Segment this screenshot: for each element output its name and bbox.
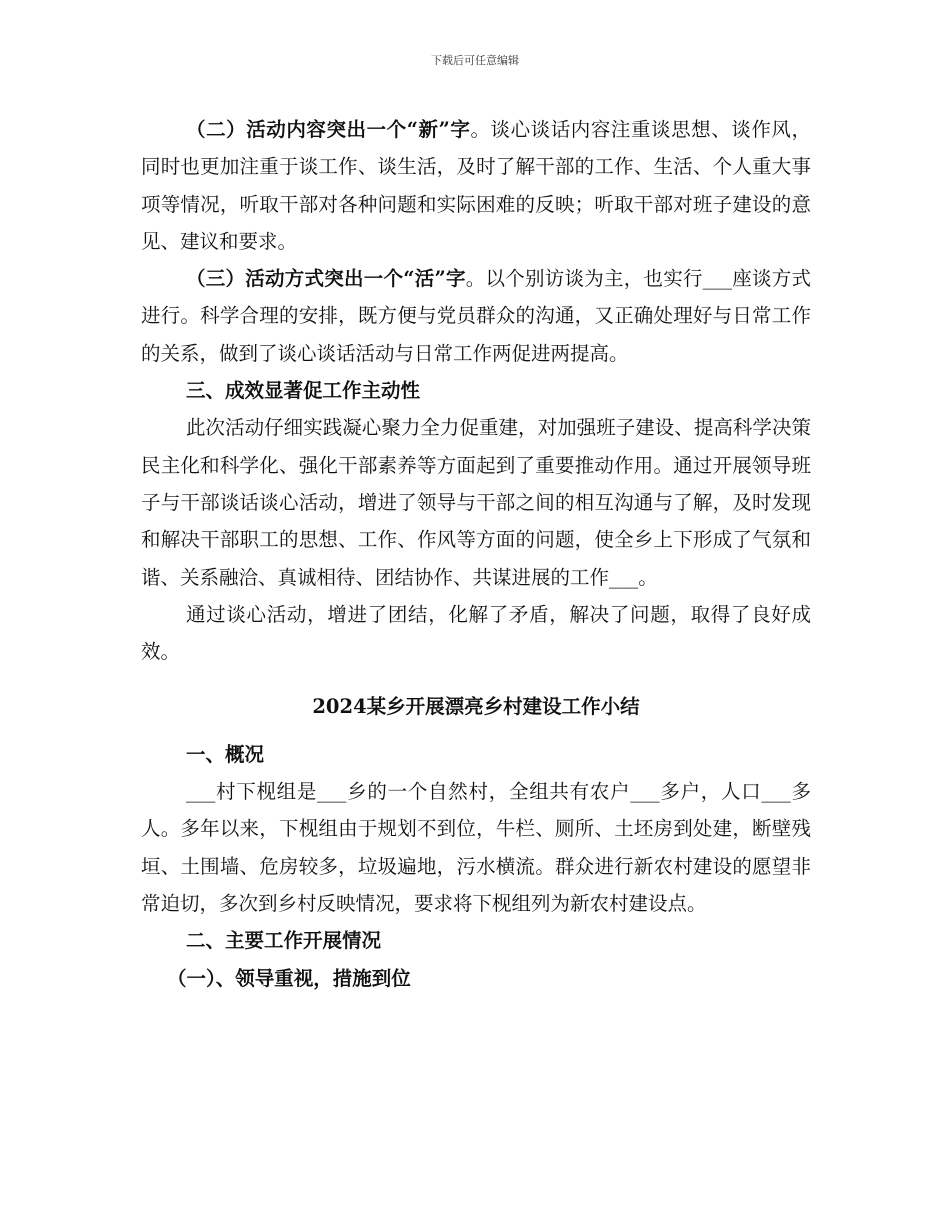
document-title: 2024某乡开展漂亮乡村建设工作小结 xyxy=(312,695,640,719)
subsection-heading: （一）、领导重视，措施到位 xyxy=(167,966,411,990)
paragraph-activity-method xyxy=(141,260,811,372)
paragraph-text: 。以个别访谈为主，也实行___座谈方式进行。科学合理的安排，既方便与党员群众的沟通，又正确处理好与日常工作的关系，做到了谈心谈话活动与日常工作两促进两提高。 xyxy=(141,267,811,365)
paragraph-effect: 此次活动仔细实践凝心聚力全力促重建，对加强班子建设、提高科学决策民主化和科学化、强化干部素养等方面起到了重要推动作用。通过开展领导班子与干部谈话谈心活动，增进了领导与干部之间的相互沟通与了解，及时发现和解决干部职工的思想、工作、作风等方面的问题，使全乡上下形成了气氛和谐、关系融洽、真诚相待、团结协作、共谋进展的工作___。 xyxy=(141,416,811,589)
section-heading: 一、概况 xyxy=(186,742,265,766)
paragraph-lead-bold: （三）活动方式突出一个“活”字 xyxy=(186,267,466,291)
paragraph-summary: 通过谈心活动，增进了团结，化解了矛盾，解决了问题，取得了良好成效。 xyxy=(141,602,811,664)
section-heading: 二、主要工作开展情况 xyxy=(186,929,382,953)
document-body xyxy=(141,111,811,997)
paragraph-lead-bold: （二）活动内容突出一个“新”字 xyxy=(186,118,471,141)
section-heading: 三、成效显著促工作主动性 xyxy=(186,379,421,403)
page-header: 下载后可任意编辑 xyxy=(431,54,519,67)
paragraph-text: 。谈心谈话内容注重谈思想、谈作风，同时也更加注重于谈工作、谈生活，及时了解干部的工作、生活、个人重大事项等情况，听取干部对各种问题和实际困难的反映；听取干部对班子建设的意见、建议和要求。 xyxy=(141,118,811,253)
paragraph-activity-content xyxy=(141,111,811,260)
paragraph-overview: ___村下枧组是___乡的一个自然村，全组共有农户___多户，人口___多人。多年以来，下枧组由于规划不到位，牛栏、厕所、土坯房到处建，断壁残垣、土围墙、危房较多，垃圾遍地，污水横流。群众进行新农村建设的愿望非常迫切，多次到乡村反映情况，要求将下枧组列为新农村建设点。 xyxy=(141,780,811,915)
